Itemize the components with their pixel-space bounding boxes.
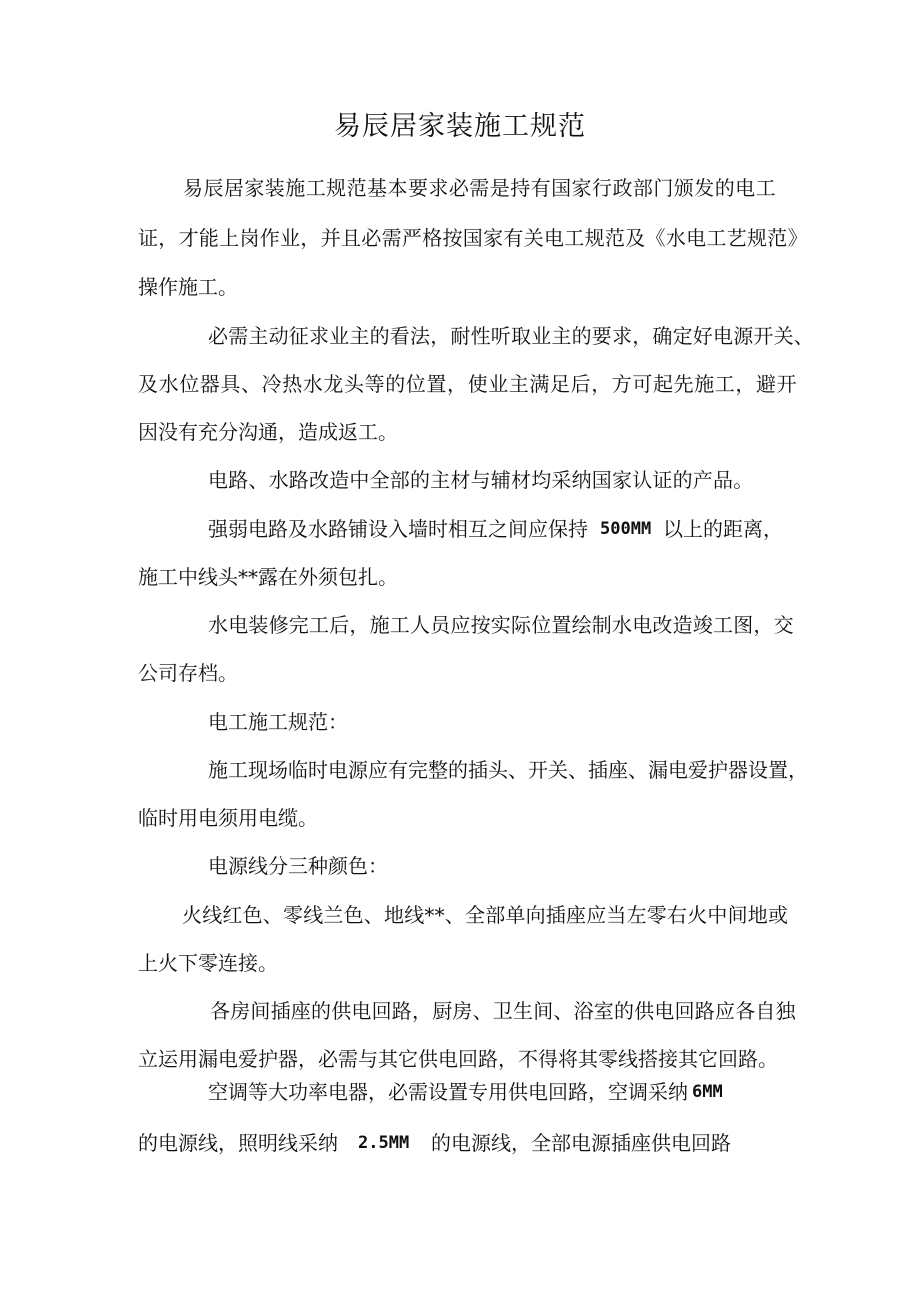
paragraph-line: 电路、水路改造中全部的主材与辅材均采纳国家认证的产品。 (208, 468, 754, 492)
paragraph-line: 的电源线，全部电源插座供电回路 (431, 1131, 731, 1155)
paragraph-line: 立运用漏电爱护器，必需与其它供电回路，不得将其零线搭接其它回路。 (138, 1047, 778, 1071)
paragraph-line: 空调等大功率电器，必需设置专用供电回路，空调采纳 (208, 1080, 688, 1104)
measurement-value: 2.5MM (358, 1133, 410, 1153)
paragraph-line: 各房间插座的供电回路，厨房、卫生间、浴室的供电回路应各自独 (210, 999, 796, 1023)
paragraph-line: 强弱电路及水路铺设入墙时相互之间应保持 (208, 517, 588, 541)
section-heading: 电工施工规范： (208, 710, 348, 734)
measurement-value: 500MM (600, 519, 652, 539)
paragraph-line: 水电装修完工后，施工人员应按实际位置绘制水电改造竣工图，交 (208, 613, 794, 637)
paragraph-line: 火线红色、零线兰色、地线**、全部单向插座应当左零右火中间地或 (182, 903, 789, 927)
paragraph-line: 及水位器具、冷热水龙头等的位置，使业主满足后，方可起先施工，避开 (138, 372, 798, 396)
paragraph-line: 临时用电须用电缆。 (138, 806, 318, 830)
paragraph-line: 上火下零连接。 (138, 951, 278, 975)
paragraph-line: 公司存档。 (138, 661, 238, 685)
paragraph-line: 必需主动征求业主的看法，耐性听取业主的要求，确定好电源开关、 (208, 324, 814, 348)
measurement-value: 6MM (692, 1082, 723, 1102)
paragraph-line: 证，才能上岗作业，并且必需严格按国家有关电工规范及《水电工艺规范》 (138, 226, 808, 250)
paragraph-line: 施工中线头**露在外须包扎。 (138, 565, 398, 589)
paragraph-line: 以上的距离， (663, 517, 783, 541)
document-title: 易辰居家装施工规范 (334, 111, 586, 142)
paragraph-line: 易辰居家装施工规范基本要求必需是持有国家行政部门颁发的电工 (183, 176, 777, 200)
paragraph-line: 的电源线，照明线采纳 (138, 1131, 338, 1155)
paragraph-line: 操作施工。 (138, 275, 238, 299)
paragraph-line: 施工现场临时电源应有完整的插头、开关、插座、漏电爱护器设置， (208, 758, 808, 782)
paragraph-line: 因没有充分沟通，造成返工。 (138, 420, 398, 444)
paragraph-line: 电源线分三种颜色： (208, 854, 388, 878)
